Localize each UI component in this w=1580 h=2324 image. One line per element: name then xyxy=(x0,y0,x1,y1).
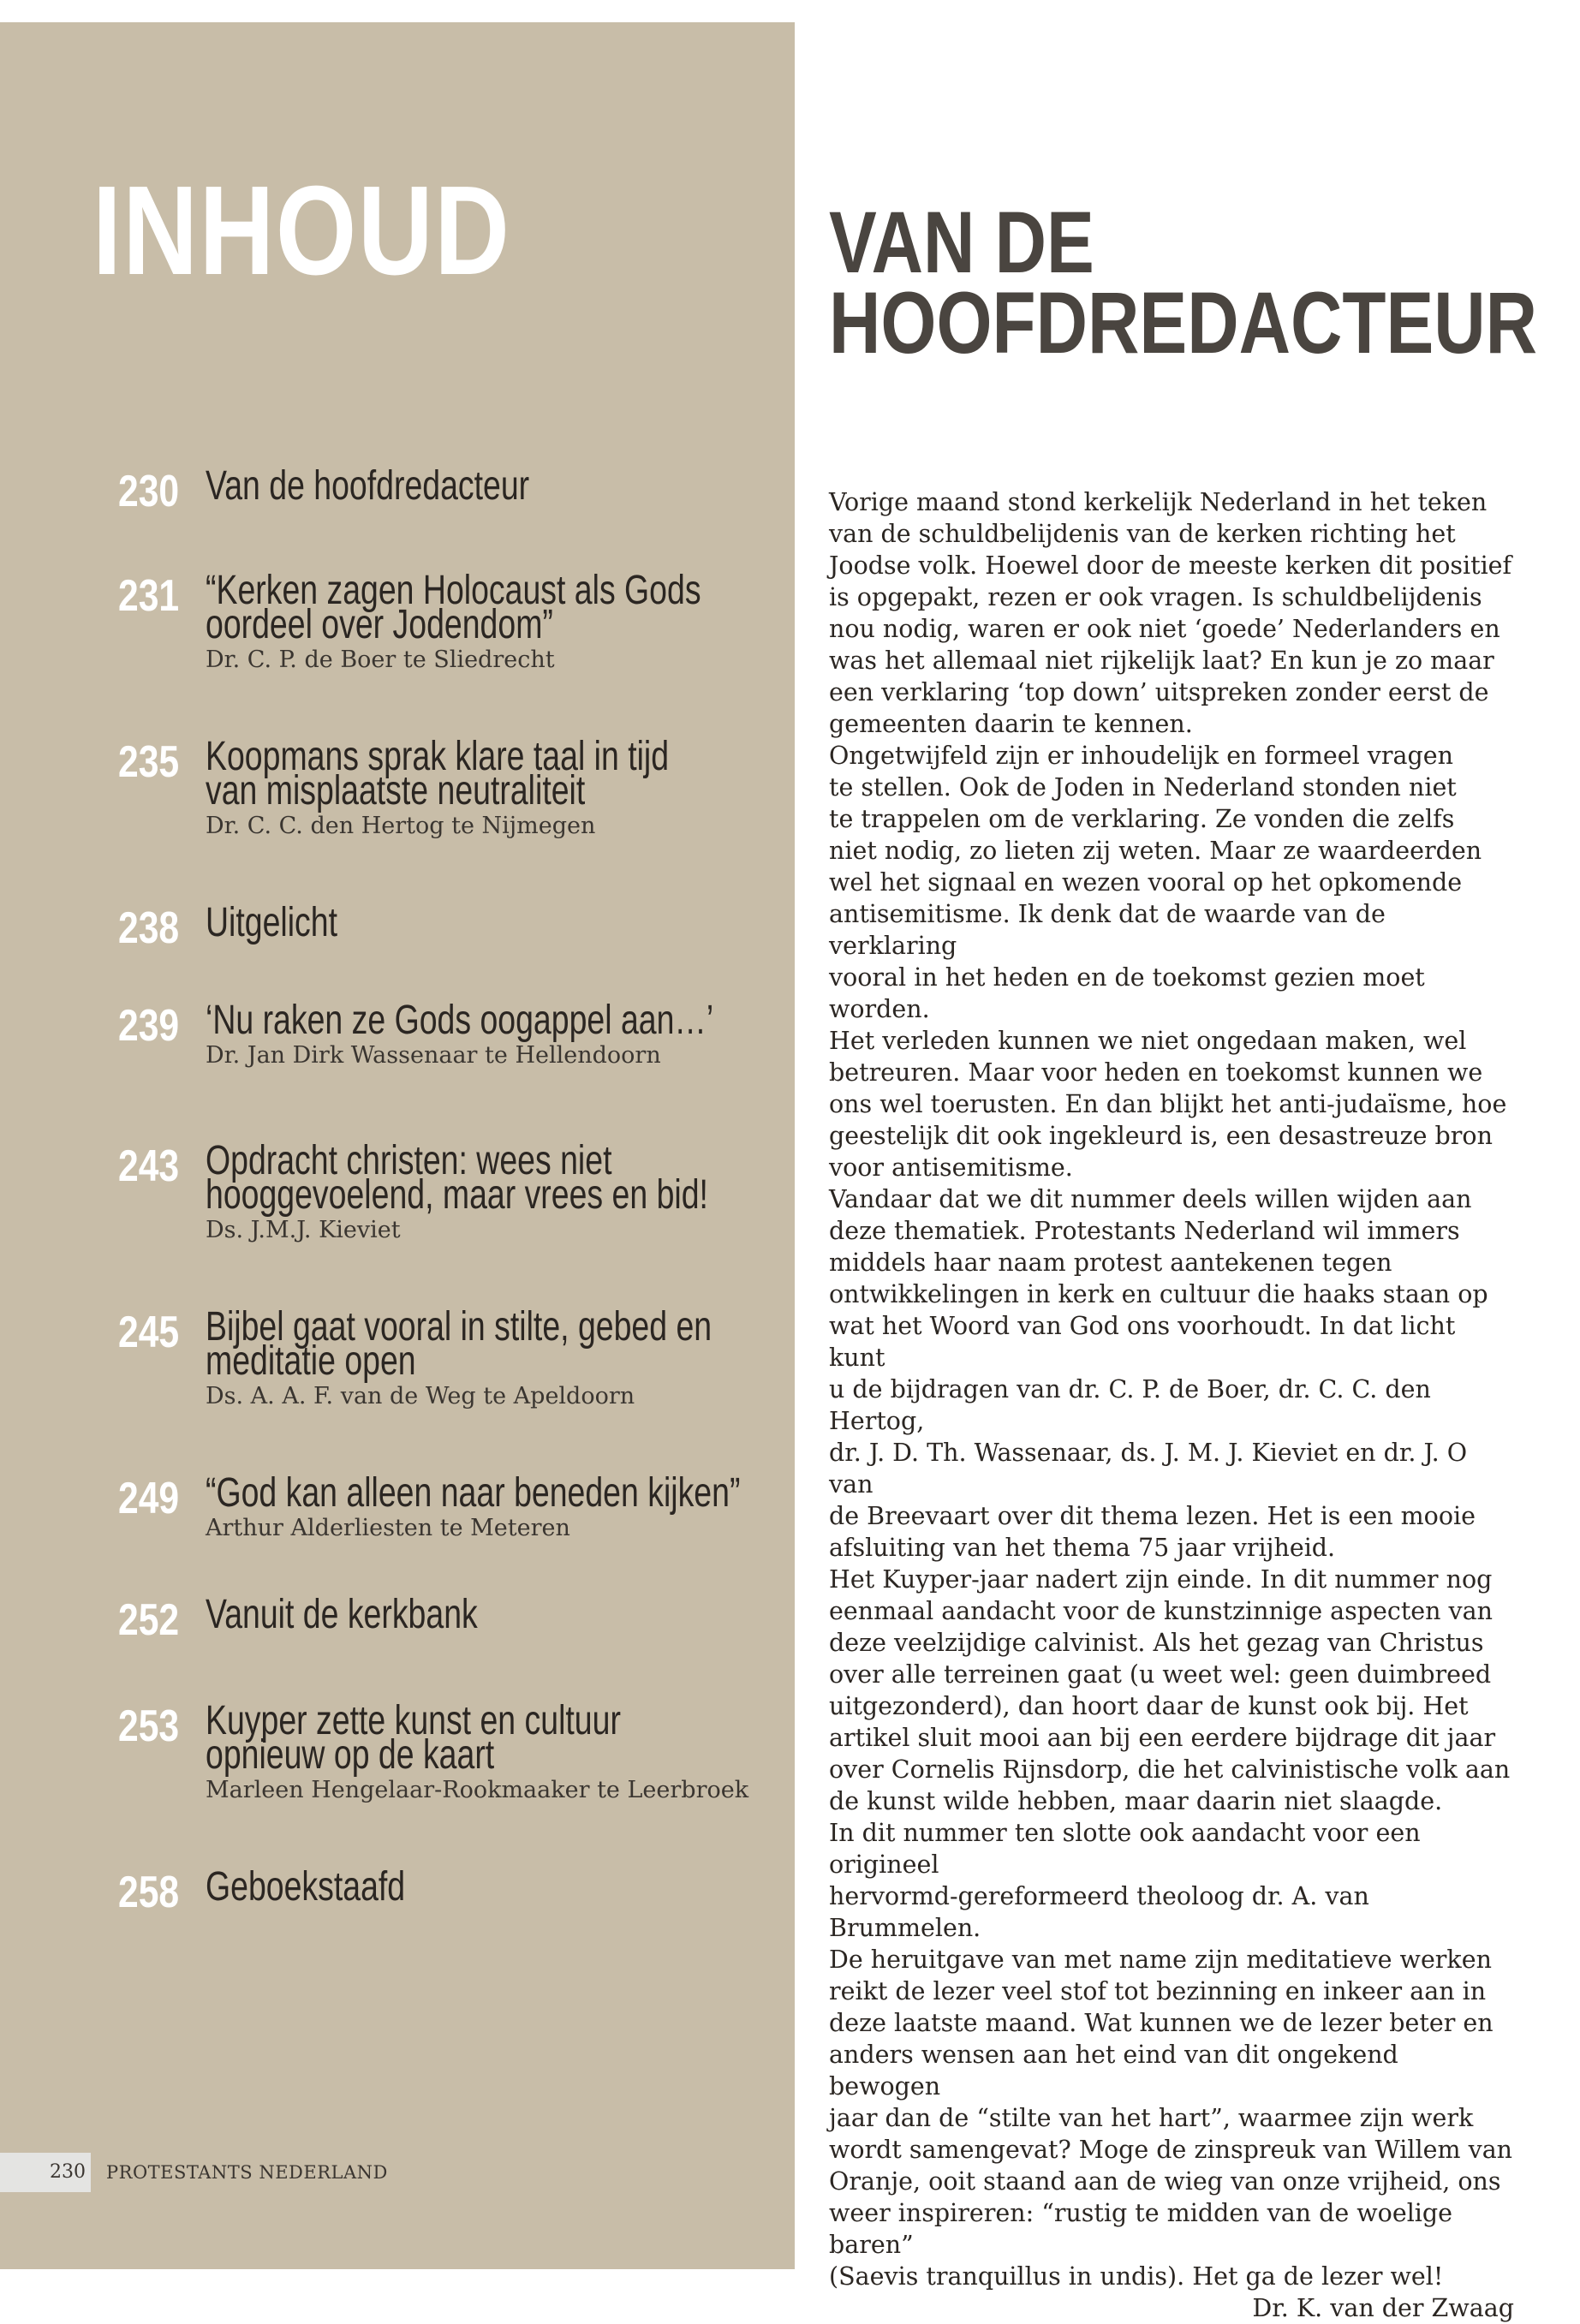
toc-page-number: 235 xyxy=(118,737,180,787)
toc-entry-title-line: Van de hoofdredacteur xyxy=(206,463,530,509)
editorial-line: was het allemaal niet rijkelijk laat? En kun je zo maar xyxy=(829,647,1494,675)
editorial-signature: Dr. K. van der Zwaag xyxy=(1252,2294,1514,2322)
editorial-line: gemeenten daarin te kennen. xyxy=(829,710,1193,738)
editorial-line: reikt de lezer veel stof tot bezinning en inkeer aan in xyxy=(829,1977,1487,2005)
editorial-line: Joodse volk. Hoewel door de meeste kerken dit positief xyxy=(829,551,1512,580)
editorial-line: deze veelzijdige calvinist. Als het gezag van Christus xyxy=(829,1629,1484,1657)
toc-entry-title xyxy=(206,1698,780,1778)
editorial-line: te trappelen om de verklaring. Ze vonden die zelfs xyxy=(829,805,1455,833)
toc-entry-title-line: Opdracht christen: wees niet xyxy=(206,1138,612,1183)
editorial-line: antisemitisme. Ik denk dat de waarde van de verklaring xyxy=(829,900,1386,960)
toc-entry-title xyxy=(206,734,780,813)
toc-entry-title-line: oordeel over Jodendom” xyxy=(206,602,553,647)
editorial-line: anders wensen aan het eind van dit ongekend bewogen xyxy=(829,2041,1398,2101)
toc-page-number: 238 xyxy=(118,903,180,953)
editorial-line: te stellen. Ook de Joden in Nederland stonden niet xyxy=(829,773,1457,801)
editorial-line: In dit nummer ten slotte ook aandacht voor een origineel xyxy=(829,1819,1421,1879)
editorial-line: deze thematiek. Protestants Nederland wil immers xyxy=(829,1217,1460,1245)
toc-entry-title xyxy=(206,463,780,509)
toc-page-number: 243 xyxy=(118,1141,180,1191)
editorial-line: over Cornelis Rijnsdorp, die het calvinistische volk aan xyxy=(829,1755,1511,1784)
editorial-line: hervormd-gereformeerd theoloog dr. A. van Brummelen. xyxy=(829,1882,1369,1942)
editorial-line: Het verleden kunnen we niet ongedaan maken, wel xyxy=(829,1027,1467,1055)
toc-page-number: 231 xyxy=(118,571,180,621)
toc-entry-title-line: van misplaatste neutraliteit xyxy=(206,768,586,813)
editorial-line: afsluiting van het thema 75 jaar vrijheid. xyxy=(829,1534,1336,1562)
editorial-line: eenmaal aandacht voor de kunstzinnige aspecten van xyxy=(829,1597,1493,1625)
editorial-line: nou nodig, waren er ook niet ‘goede’ Nederlanders en xyxy=(829,615,1500,643)
editorial-line: van de schuldbelijdenis van de kerken richting het xyxy=(829,520,1456,548)
toc-entry-title xyxy=(206,1470,780,1516)
editorial-line: de Breevaart over dit thema lezen. Het is een mooie xyxy=(829,1502,1476,1530)
toc-entry-author: Ds. J.M.J. Kieviet xyxy=(206,1217,401,1243)
toc-entry-title-line: Bijbel gaat vooral in stilte, gebed en xyxy=(206,1304,712,1350)
editorial-line: deze laatste maand. Wat kunnen we de lezer beter en xyxy=(829,2009,1494,2037)
toc-entry-author: Arthur Alderliesten te Meteren xyxy=(206,1515,570,1541)
editorial-line: ons wel toerusten. En dan blijkt het anti-judaïsme, hoe xyxy=(829,1090,1507,1118)
editorial-line: vooral in het heden en de toekomst gezien moet worden. xyxy=(829,963,1425,1023)
editorial-line: De heruitgave van met name zijn meditatieve werken xyxy=(829,1946,1492,1974)
toc-entry-title-line: meditatie open xyxy=(206,1338,416,1384)
editorial-line: Het Kuyper-jaar nadert zijn einde. In dit nummer nog xyxy=(829,1565,1493,1594)
editorial-body xyxy=(829,486,1514,2324)
editorial-line: voor antisemitisme. xyxy=(829,1153,1073,1182)
toc-entry-title xyxy=(206,998,780,1043)
toc-page-number: 253 xyxy=(118,1701,180,1751)
editorial-title-line: VAN DE xyxy=(829,194,1094,291)
editorial-line: Vandaar dat we dit nummer deels willen wijden aan xyxy=(829,1185,1472,1213)
editorial-line: dr. J. D. Th. Wassenaar, ds. J. M. J. Kieviet en dr. J. O van xyxy=(829,1439,1468,1499)
toc-entry-title-line: hooggevoelend, maar vrees en bid! xyxy=(206,1172,708,1218)
toc-entry-title-line: Kuyper zette kunst en cultuur xyxy=(206,1698,621,1743)
toc-page-number: 245 xyxy=(118,1308,180,1357)
toc-entry-author: Ds. A. A. F. van de Weg te Apeldoorn xyxy=(206,1383,635,1409)
table-of-contents xyxy=(0,0,795,2278)
toc-entry-title xyxy=(206,1138,780,1218)
toc-page-number: 252 xyxy=(118,1595,180,1645)
toc-entry-title xyxy=(206,1864,780,1910)
editorial-line: een verklaring ‘top down’ uitspreken zonder eerst de xyxy=(829,678,1489,706)
editorial-line: wel het signaal en wezen vooral op het opkomende xyxy=(829,868,1463,897)
editorial-line: over alle terreinen gaat (u weet wel: geen duimbreed xyxy=(829,1660,1492,1689)
editorial-line: middels haar naam protest aantekenen tegen xyxy=(829,1248,1392,1277)
toc-entry-author: Dr. C. C. den Hertog te Nijmegen xyxy=(206,813,596,839)
editorial-line: niet nodig, zo lieten zij weten. Maar ze waardeerden xyxy=(829,837,1482,865)
footer-publication-name: PROTESTANTS NEDERLAND xyxy=(106,2162,388,2183)
toc-entry-author: Dr. C. P. de Boer te Sliedrecht xyxy=(206,647,555,673)
editorial-line: artikel sluit mooi aan bij een eerdere bijdrage dit jaar xyxy=(829,1724,1496,1752)
editorial-line: geestelijk dit ook ingekleurd is, een desastreuze bron xyxy=(829,1122,1493,1150)
toc-entry-title-line: Vanuit de kerkbank xyxy=(206,1592,478,1637)
editorial-line: (Saevis tranquillus in undis). Het ga de lezer wel! xyxy=(829,2262,1444,2291)
editorial-line: jaar dan de “stilte van het hart”, waarmee zijn werk xyxy=(829,2104,1474,2132)
toc-entry-title-line: opnieuw op de kaart xyxy=(206,1732,495,1778)
contents-title: INHOUD xyxy=(92,160,511,301)
toc-entry-title-line: “God kan alleen naar beneden kijken” xyxy=(206,1470,741,1516)
toc-entry-title-line: ‘Nu raken ze Gods oogappel aan…’ xyxy=(206,998,714,1043)
toc-entry-title-line: Geboekstaafd xyxy=(206,1864,406,1910)
toc-entry-title-line: “Kerken zagen Holocaust als Gods xyxy=(206,568,701,613)
editorial-line: u de bijdragen van dr. C. P. de Boer, dr. C. C. den Hertog, xyxy=(829,1375,1431,1435)
editorial-line: ontwikkelingen in kerk en cultuur die haaks staan op xyxy=(829,1280,1488,1308)
editorial-line: is opgepakt, rezen er ook vragen. Is schuldbelijdenis xyxy=(829,583,1482,611)
toc-entry-title-line: Uitgelicht xyxy=(206,900,337,945)
toc-page-number: 239 xyxy=(118,1001,180,1051)
editorial-line: Oranje, ooit staand aan de wieg van onze vrijheid, ons xyxy=(829,2167,1501,2196)
editorial-line: Ongetwijfeld zijn er inhoudelijk en formeel vragen xyxy=(829,742,1453,770)
toc-page-number: 249 xyxy=(118,1474,180,1523)
toc-page-number: 258 xyxy=(118,1868,180,1917)
toc-entry-title xyxy=(206,1592,780,1637)
editorial-title xyxy=(829,194,1538,372)
editorial-line: uitgezonderd), dan hoort daar de kunst ook bij. Het xyxy=(829,1692,1469,1720)
editorial-line: de kunst wilde hebben, maar daarin niet slaagde. xyxy=(829,1787,1443,1815)
editorial-line: wordt samengevat? Moge de zinspreuk van Willem van xyxy=(829,2136,1513,2164)
editorial-line: weer inspireren: “rustig te midden van de woelige baren” xyxy=(829,2199,1453,2259)
toc-entry-author: Dr. Jan Dirk Wassenaar te Hellendoorn xyxy=(206,1042,661,1069)
toc-entry-title xyxy=(206,568,780,647)
toc-page-number: 230 xyxy=(118,467,180,516)
editorial-line: Vorige maand stond kerkelijk Nederland in het teken xyxy=(829,488,1488,516)
editorial-line: wat het Woord van God ons voorhoudt. In dat licht kunt xyxy=(829,1312,1456,1372)
toc-entry-author: Marleen Hengelaar-Rookmaaker te Leerbroek xyxy=(206,1777,749,1803)
toc-entry-title xyxy=(206,1304,780,1384)
footer-page-number: 230 xyxy=(50,2161,86,2183)
toc-entry-title xyxy=(206,900,780,945)
toc-entry-title-line: Koopmans sprak klare taal in tijd xyxy=(206,734,670,779)
editorial-title-line: HOOFDREDACTEUR xyxy=(829,274,1538,372)
editorial-line: betreuren. Maar voor heden en toekomst kunnen we xyxy=(829,1058,1483,1087)
